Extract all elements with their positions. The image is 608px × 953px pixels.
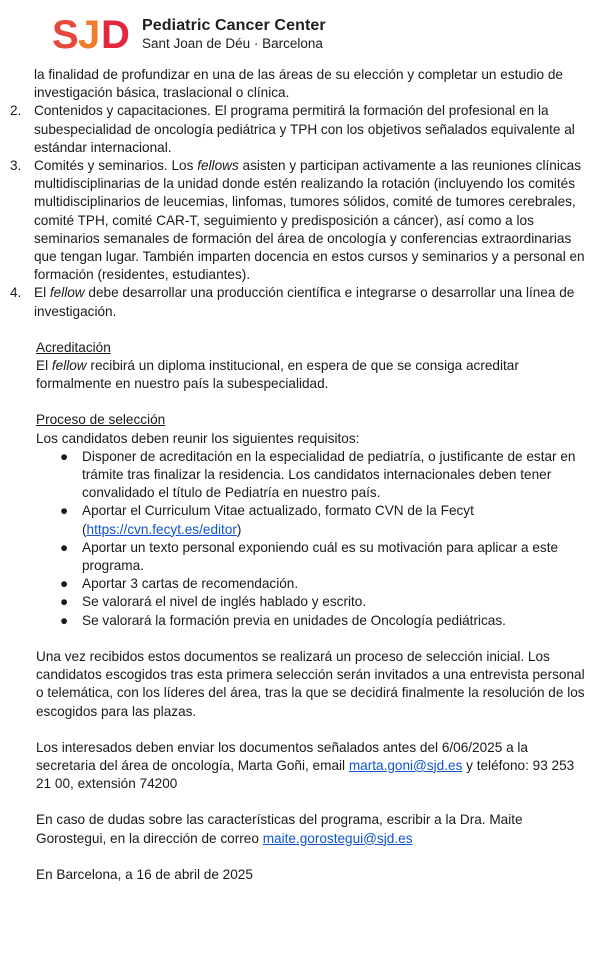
list-item bbox=[58, 593, 590, 611]
bullet-icon: ● bbox=[60, 594, 69, 610]
header bbox=[52, 14, 326, 54]
text-run: El bbox=[36, 358, 52, 374]
brand bbox=[142, 18, 326, 51]
cvn-link[interactable]: https://cvn.fecyt.es/editor bbox=[86, 521, 237, 537]
text-run: Aportar el Curriculum Vitae actualizado, formato CVN de la Fecyt ( bbox=[82, 503, 474, 537]
acreditacion-section bbox=[10, 339, 590, 394]
list-item bbox=[58, 612, 590, 630]
document-body bbox=[10, 66, 590, 884]
dudas-text bbox=[36, 811, 590, 847]
list-item-text: Se valorará el nivel de inglés hablado y escrito. bbox=[82, 594, 367, 610]
svg-text:J: J bbox=[78, 14, 101, 54]
email-link-maite[interactable]: maite.gorostegui@sjd.es bbox=[262, 830, 413, 846]
emphasis: fellow bbox=[49, 285, 85, 301]
list-item-text: Disponer de acreditación en la especialidad de pediatría, o justificante de estar en trámite tras finalizar la residencia. Los candidatos internacionales deben tener convalidado el título de Pediatría en nuestro país. bbox=[82, 448, 576, 501]
text-run: asisten y participan activamente a las reuniones clínicas multidisciplinarias de la unidad donde estén realizando la rotación (incluyendo los comités multidisciplinarios de leucemias, linfomas, tumores sólidos, comité de tumores cerebrales, comité TPH, comité CAR-T, seguimiento y predisposición a cáncer), así como a los seminarios semanales de formación del área de oncología y conferencias extraordinarias que tengan lugar. También imparten docencia en estos cursos y seminarios y a personal en formación (residentes, estudiantes). bbox=[34, 158, 585, 283]
emphasis: fellow bbox=[51, 358, 87, 374]
seleccion-section bbox=[10, 411, 590, 447]
list-item bbox=[10, 102, 590, 157]
list-item bbox=[10, 284, 590, 320]
intro-continuation: la finalidad de profundizar en una de las áreas de su elección y completar un estudio de investigación básica, traslacional o clínica. bbox=[34, 67, 563, 101]
list-item-text bbox=[34, 158, 585, 282]
brand-title: Pediatric Cancer Center bbox=[142, 16, 326, 34]
list-item bbox=[58, 502, 590, 538]
list-number: 4. bbox=[10, 285, 22, 301]
list-item bbox=[58, 575, 590, 593]
text-run: y teléfono: 93 253 21 00, extensión 74200 bbox=[36, 757, 575, 792]
seleccion-intro: Los candidatos deben reunir los siguientes requisitos: bbox=[36, 430, 360, 446]
svg-text:S: S bbox=[52, 14, 78, 54]
numbered-list bbox=[10, 102, 590, 320]
list-item-text: Contenidos y capacitaciones. El programa permitirá la formación del profesional en la subespecialidad de oncología pediátrica y TPH con los objetivos señalados equivalente al estándar internacional. bbox=[34, 103, 575, 155]
text-run: El bbox=[34, 285, 50, 301]
text-run: recibirá un diploma institucional, en espera de que se consiga acreditar formalmente en nuestro país la subespecialidad. bbox=[36, 358, 519, 392]
proceso-text: Una vez recibidos estos documentos se realizará un proceso de selección inicial. Los candidatos escogidos tras esta primera selección serán invitados a una entrevista personal o telemática, con los líderes del área, tras la que se decidirá finalmente la resolución de los escogidos para las plazas. bbox=[36, 648, 585, 719]
emphasis: fellows bbox=[197, 158, 239, 174]
list-item-text: Aportar 3 cartas de recomendación. bbox=[82, 576, 299, 592]
text-run: Los interesados deben enviar los documentos señalados antes del 6/06/2025 a la secretaria del área de oncología, Marta Goñi, email bbox=[36, 739, 528, 773]
list-item-text bbox=[82, 503, 474, 536]
signature-date: En Barcelona, a 16 de abril de 2025 bbox=[36, 866, 253, 882]
text-run: ) bbox=[236, 521, 242, 537]
closing-section bbox=[10, 630, 590, 884]
brand-subtitle: Sant Joan de Déu · Barcelona bbox=[142, 35, 323, 51]
sjd-logo bbox=[52, 14, 134, 54]
section-heading: Proceso de selección bbox=[36, 412, 166, 428]
list-item bbox=[58, 539, 590, 575]
envio-text bbox=[36, 739, 590, 794]
list-item bbox=[58, 448, 590, 503]
bullet-icon: ● bbox=[60, 576, 69, 592]
list-item-text: Aportar un texto personal exponiendo cuál es su motivación para aplicar a este programa. bbox=[82, 539, 559, 574]
bullet-icon: ● bbox=[60, 539, 69, 555]
list-item bbox=[10, 157, 590, 284]
acreditacion-text bbox=[36, 357, 590, 393]
email-link-marta[interactable]: marta.goni@sjd.es bbox=[348, 757, 463, 773]
bullet-icon: ● bbox=[60, 503, 69, 519]
list-number: 3. bbox=[10, 158, 22, 174]
bullet-icon: ● bbox=[60, 448, 69, 464]
text-run: Comités y seminarios. Los bbox=[34, 158, 198, 174]
list-item-text: Se valorará la formación previa en unidades de Oncología pediátricas. bbox=[82, 612, 506, 628]
text-run: En caso de dudas sobre las características del programa, escribir a la Dra. Maite Gorostegui, en la dirección de correo bbox=[36, 812, 523, 846]
bullet-icon: ● bbox=[60, 612, 69, 628]
svg-text:D: D bbox=[101, 14, 130, 54]
section-heading: Acreditación bbox=[36, 339, 111, 355]
list-number: 2. bbox=[10, 103, 22, 119]
requirements-list bbox=[10, 448, 590, 630]
text-run: debe desarrollar una producción científica e integrarse o desarrollar una línea de investigación. bbox=[34, 285, 575, 319]
list-item-text bbox=[34, 285, 574, 318]
